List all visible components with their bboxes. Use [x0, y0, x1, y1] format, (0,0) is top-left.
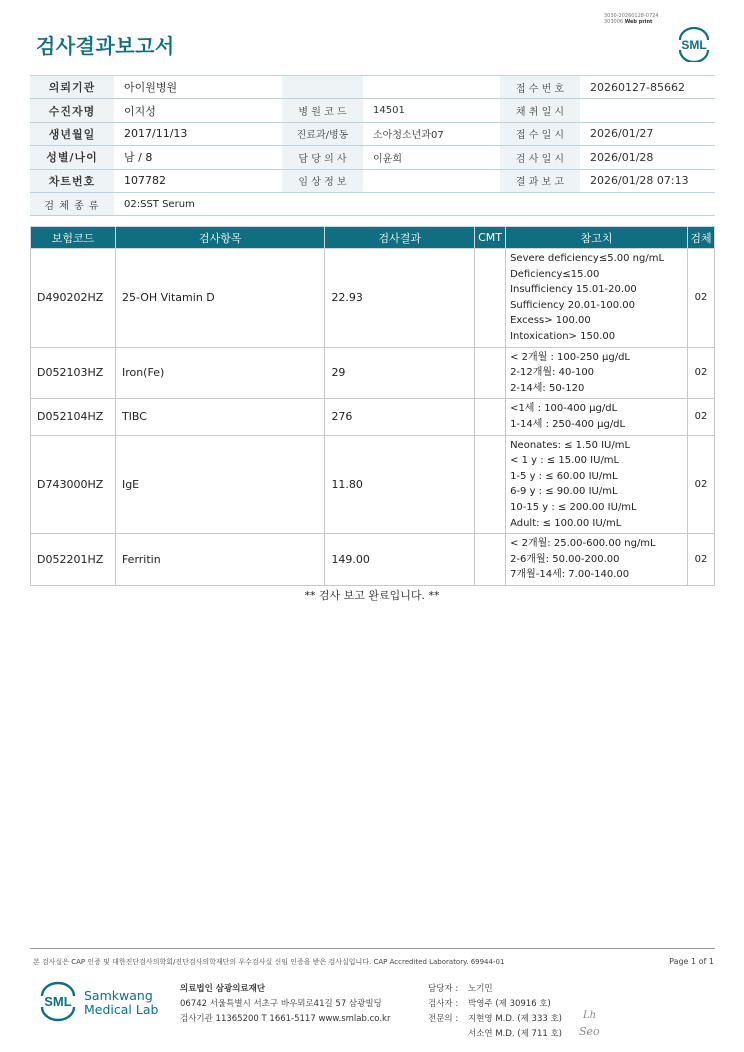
test-item: TIBC: [115, 399, 324, 435]
reference-line: <1세 : 100-400 μg/dL: [510, 403, 618, 415]
page-number: Page 1 of 1: [669, 957, 714, 966]
reference-line: < 2개월: 25.00-600.00 ng/mL: [510, 538, 656, 550]
specimen-label: 검 체 종 류: [30, 192, 114, 215]
reference-line: Deficiency≤15.00: [510, 268, 600, 280]
reference-line: Severe deficiency≤5.00 ng/mL: [510, 253, 665, 264]
info-value: 2026/01/27: [580, 122, 715, 145]
test-item: Iron(Fe): [115, 347, 324, 399]
patient-info-table: [30, 75, 715, 216]
brand-line1: Samkwang: [84, 988, 153, 1003]
table-row: [31, 347, 715, 399]
reference-line: Insufficiency 15.01-20.00: [510, 284, 637, 296]
test-result: 11.80: [325, 435, 475, 534]
info-value: 2017/11/13: [114, 122, 282, 145]
results-table: [30, 226, 715, 586]
test-item: IgE: [115, 435, 324, 534]
specimen-code: 02: [688, 534, 715, 586]
info-value: 이윤희: [363, 146, 500, 169]
reference-line: 2-12개월: 40-100: [510, 367, 595, 379]
staff-row: [428, 997, 562, 1012]
staff-label: [428, 1027, 468, 1042]
staff-value: 지현영 M.D. (제 333 호): [468, 1014, 563, 1024]
header-result: 검사결과: [325, 227, 475, 249]
header-specimen: 검체: [688, 227, 715, 249]
reference-line: Sufficiency 20.01-100.00: [510, 299, 636, 311]
info-label: 병 원 코 드: [282, 99, 363, 122]
sml-footer-logo-text: SML: [44, 994, 72, 1009]
specimen-value: 02:SST Serum: [114, 192, 715, 215]
info-value: 남 / 8: [114, 146, 282, 169]
info-value: [363, 76, 500, 99]
info-row: [30, 169, 715, 192]
staff-row: [428, 1012, 562, 1027]
reference-line: < 2개월 : 100-250 μg/dL: [510, 351, 630, 363]
cmt-cell: [475, 249, 506, 348]
reference-range: [506, 249, 688, 348]
test-result: 22.93: [325, 249, 475, 348]
insurance-code: D052104HZ: [31, 399, 116, 435]
insurance-code: D052103HZ: [31, 347, 116, 399]
print-code-line2: 303006: [604, 19, 624, 25]
info-value: 107782: [114, 169, 282, 192]
info-label: 담 당 의 사: [282, 146, 363, 169]
reference-range: [506, 347, 688, 399]
staff-value: 박영주 (제 30916 호): [468, 999, 551, 1009]
staff-value: 노기민: [468, 984, 493, 994]
staff-label: 담당자 :: [428, 984, 459, 994]
test-item: 25-OH Vitamin D: [115, 249, 324, 348]
info-label: [282, 76, 363, 99]
info-row-specimen: [30, 192, 715, 215]
signature-2-icon: Seo: [579, 1025, 600, 1038]
info-label: 생년월일: [30, 122, 114, 145]
reference-line: 1-14세 : 250-400 μg/dL: [510, 418, 626, 430]
reference-line: Excess> 100.00: [510, 315, 591, 327]
table-row: [31, 435, 715, 534]
info-value: 14501: [363, 99, 500, 122]
org-name: 의료법인 삼광의료재단: [180, 984, 266, 994]
info-value: [363, 169, 500, 192]
page-title: 검사결과보고서: [36, 34, 175, 58]
reference-line: < 1 y : ≤ 15.00 IU/mL: [510, 455, 620, 467]
staff-label: 검사자 :: [428, 999, 459, 1009]
info-value: 아이원병원: [114, 76, 282, 99]
info-value: 2026/01/28 07:13: [580, 169, 715, 192]
header-cmt: CMT: [475, 227, 506, 249]
staff-row: [428, 982, 562, 997]
specimen-code: 02: [688, 347, 715, 399]
info-row: [30, 76, 715, 99]
info-row: [30, 122, 715, 145]
test-result: 149.00: [325, 534, 475, 586]
info-label: 성별/나이: [30, 146, 114, 169]
header-code: 보험코드: [31, 227, 116, 249]
insurance-code: D490202HZ: [31, 249, 116, 348]
reference-range: [506, 435, 688, 534]
cmt-cell: [475, 399, 506, 435]
print-code-line1: 3030-20260128-0724: [604, 13, 659, 19]
info-label: 임 상 정 보: [282, 169, 363, 192]
sml-logo-icon: [674, 26, 714, 62]
sml-logo-text: SML: [681, 38, 707, 52]
insurance-code: D052201HZ: [31, 534, 116, 586]
info-label: 검 사 일 시: [500, 146, 580, 169]
staff-label: 전문의 :: [428, 1014, 459, 1024]
staff-info: [428, 982, 562, 1042]
info-value: 이지성: [114, 99, 282, 122]
org-contact: 검사기관 11365200 T 1661-5117 www.smlab.co.kr: [180, 1014, 391, 1024]
cmt-cell: [475, 435, 506, 534]
reference-line: Intoxication> 150.00: [510, 330, 616, 342]
table-row: [31, 399, 715, 435]
info-label: 차트번호: [30, 169, 114, 192]
test-result: 276: [325, 399, 475, 435]
specimen-code: 02: [688, 249, 715, 348]
reference-range: [506, 534, 688, 586]
brand-line2: Medical Lab: [84, 1002, 159, 1017]
sml-footer-logo-icon: [36, 980, 80, 1022]
info-label: 결 과 보 고: [500, 169, 580, 192]
info-value: 소아청소년과07: [363, 122, 500, 145]
info-value: 2026/01/28: [580, 146, 715, 169]
specimen-code: 02: [688, 399, 715, 435]
reference-line: 6-9 y : ≤ 90.00 IU/mL: [510, 486, 618, 498]
insurance-code: D743000HZ: [31, 435, 116, 534]
report-complete-text: ** 검사 보고 완료입니다. **: [304, 589, 440, 602]
reference-line: 2-14세: 50-120: [510, 382, 585, 394]
org-address: 06742 서울특별시 서초구 바우뫼로41길 57 삼광빌딩: [180, 999, 382, 1009]
cmt-cell: [475, 534, 506, 586]
info-row: [30, 146, 715, 169]
info-label: 진료과/병동: [282, 122, 363, 145]
organization-info: [180, 982, 390, 1027]
reference-line: 7개월-14세: 7.00-140.00: [510, 569, 630, 581]
info-label: 접 수 일 시: [500, 122, 580, 145]
reference-line: 10-15 y : ≤ 200.00 IU/mL: [510, 501, 637, 513]
reference-line: Neonates: ≤ 1.50 IU/mL: [510, 439, 631, 451]
table-row: [31, 534, 715, 586]
specimen-code: 02: [688, 435, 715, 534]
reference-line: 2-6개월: 50.00-200.00: [510, 553, 620, 565]
accreditation-note: 본 검사실은 CAP 인증 및 대한진단검사의학회/진단검사의학재단의 우수검사실 신임 인증을 받은 검사실입니다. CAP Accredited Laboratory. 69944-01: [33, 958, 505, 966]
info-label: 접 수 번 호: [500, 76, 580, 99]
table-row: [31, 249, 715, 348]
brand-name: [84, 989, 158, 1017]
footer-divider: [30, 948, 715, 949]
print-mode: Web print: [624, 19, 653, 25]
reference-line: Adult: ≤ 100.00 IU/mL: [510, 517, 622, 529]
signature-1-icon: Lh: [583, 1010, 597, 1021]
info-value: 20260127-85662: [580, 76, 715, 99]
header-reference: 참고치: [506, 227, 688, 249]
print-code: [604, 13, 659, 25]
reference-range: [506, 399, 688, 435]
test-item: Ferritin: [115, 534, 324, 586]
header-item: 검사항목: [115, 227, 324, 249]
info-label: 채 취 일 시: [500, 99, 580, 122]
info-label: 수진자명: [30, 99, 114, 122]
cmt-cell: [475, 347, 506, 399]
info-row: [30, 99, 715, 122]
test-result: 29: [325, 347, 475, 399]
staff-value: 서소연 M.D. (제 711 호): [468, 1029, 563, 1039]
info-value: [580, 99, 715, 122]
info-label: 의뢰기관: [30, 76, 114, 99]
reference-line: 1-5 y : ≤ 60.00 IU/mL: [510, 470, 618, 482]
staff-row: [428, 1027, 562, 1042]
